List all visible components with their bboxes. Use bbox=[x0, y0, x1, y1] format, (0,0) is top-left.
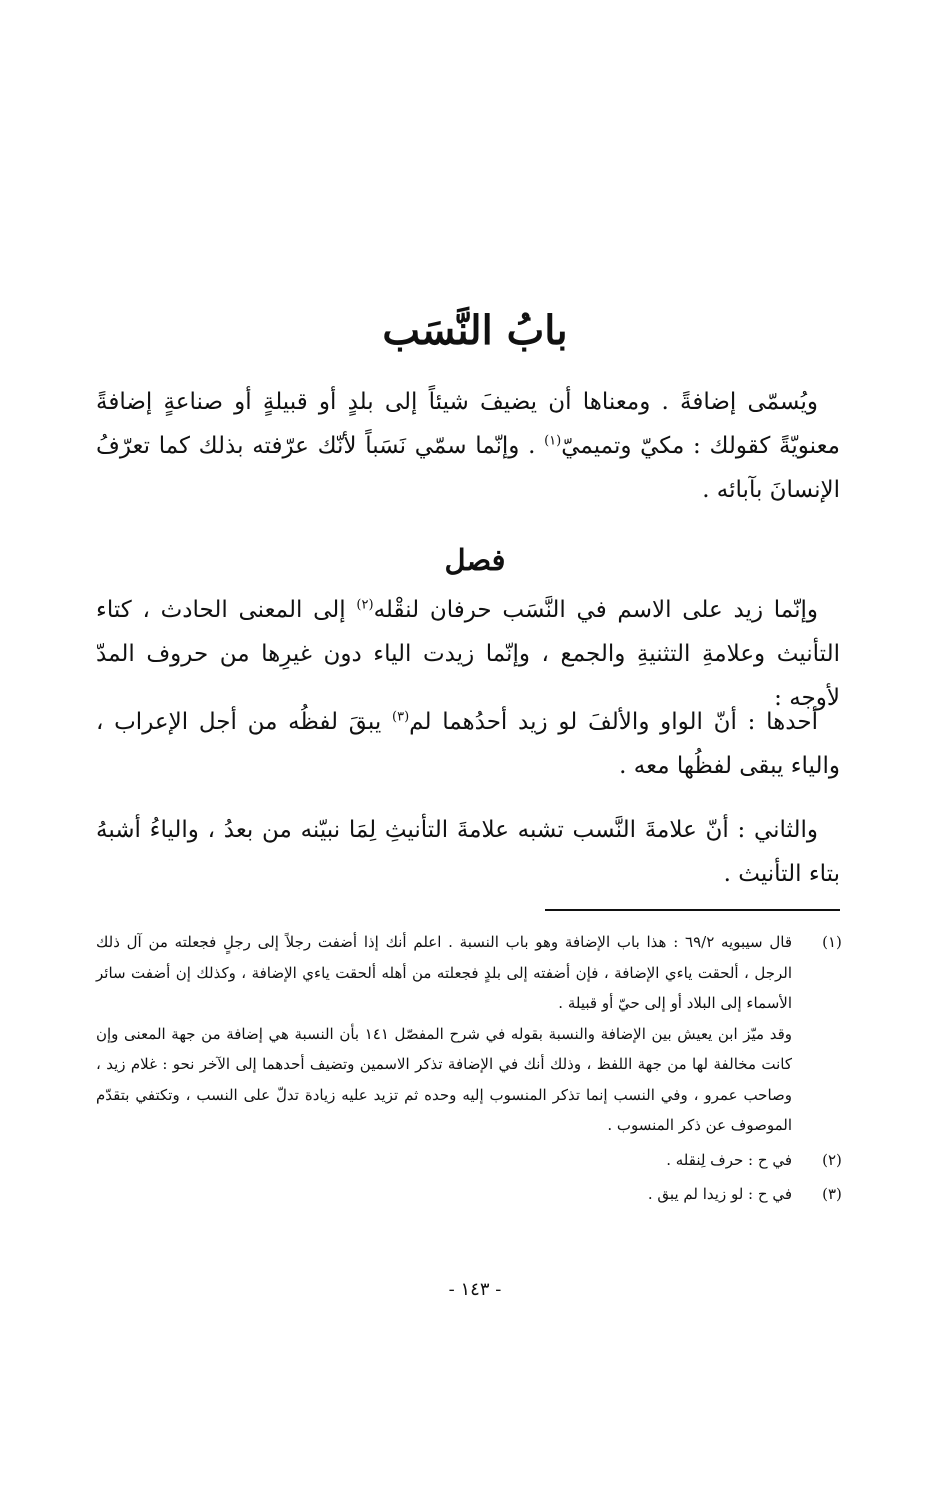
footnote-3-number: (٣) bbox=[822, 1185, 842, 1203]
footnote-1-number: (١) bbox=[822, 933, 842, 951]
section-paragraph-3-text: والثاني : أنّ علامةَ النَّسب تشبه علامةَ التأنيثِ لِمَا نبيّنه من بعدُ ، والياءُ أشبهُ بتاء التأنيث . bbox=[96, 817, 840, 887]
footnote-divider bbox=[545, 909, 840, 911]
chapter-title: بابُ النَّسَب bbox=[382, 307, 568, 354]
intro-text-b: . وإنّما سمّي نَسَباً لأنّك عرّفته بذلك كما تعرّفُ الإنسانَ بآبائه . bbox=[96, 433, 840, 503]
section-paragraph-2 bbox=[96, 700, 840, 788]
footnote-2 bbox=[96, 1145, 844, 1176]
footnote-ref-3: (٣) bbox=[392, 709, 410, 725]
section-paragraph-3 bbox=[96, 808, 840, 896]
footnote-1-text: قال سيبويه ٦٩/٢ : هذا باب الإضافة وهو باب النسبة . اعلم أنك إذا أضفت رجلاً إلى رجلٍ فجعلته من آل ذلك الرجل ، ألحقت ياءي الإضافة ، فإن أضفته إلى بلدٍ فجعلته من أهله ألحقت ياءي الإضافة ، وكذلك إن أضفت سائر الأسماء إلى البلاد أو إلى حيّ أو قبيلة . bbox=[96, 933, 792, 1012]
section-paragraph-2-text-b: يبقَ لفظُه من أجل الإعراب ، والياء يبقى لفظُها معه . bbox=[96, 709, 840, 779]
intro-paragraph bbox=[96, 380, 840, 512]
footnote-3-text: في ح : لو زيدا لم يبق . bbox=[647, 1185, 792, 1203]
footnote-1-text-continued: وقد ميّز ابن يعيش بين الإضافة والنسبة بقوله في شرح المفصّل ١٤١ بأن النسبة هي إضافة من جهة المعنى وإن كانت مخالفة لها من جهة اللفظ ، وذلك أنك في الإضافة تذكر الاسمين وتضيف أحدهما إلى الآخر نحو : غلام زيد ، وصاحب عمرو ، وفي النسب إنما تذكر المنسوب إليه وحده ثم تزيد عليه زيادة تدلّ على النسب ، وتكتفي بتقدّم الموصوف عن ذكر المنسوب . bbox=[96, 1024, 792, 1134]
footnote-1 bbox=[96, 927, 844, 1141]
footnote-ref-1: (١) bbox=[544, 433, 562, 449]
section-paragraph-1-text-a: وإنّما زيد على الاسم في النَّسَب حرفان لنقْله bbox=[373, 597, 818, 623]
footnote-ref-2: (٢) bbox=[356, 597, 374, 613]
footnotes bbox=[96, 927, 844, 1214]
section-paragraph-2-text-a: أحدها : أنّ الواو والألفَ لو زيد أحدُهما لم bbox=[409, 709, 818, 735]
section-title: فصل bbox=[444, 543, 506, 577]
intro-text-a: ويُسمّى إضافةً . ومعناها أن يضيفَ شيئاً إلى بلدٍ أو قبيلةٍ أو صناعةٍ إضافةً معنويّةً كقولك : مكيّ وتميميّ bbox=[96, 389, 840, 459]
section-paragraph-1-text-b: إلى المعنى الحادث ، كتاء التأنيث وعلامةِ التثنيةِ والجمع ، وإنّما زيدت الياء دون غيرِها من حروف المدّ لأوجه : bbox=[96, 597, 840, 711]
footnote-3 bbox=[96, 1179, 844, 1210]
page-number: - ١٤٣ - bbox=[448, 1279, 502, 1300]
footnote-2-number: (٢) bbox=[822, 1150, 842, 1169]
footnote-2-text: في ح : حرف لِنقله . bbox=[666, 1150, 792, 1169]
